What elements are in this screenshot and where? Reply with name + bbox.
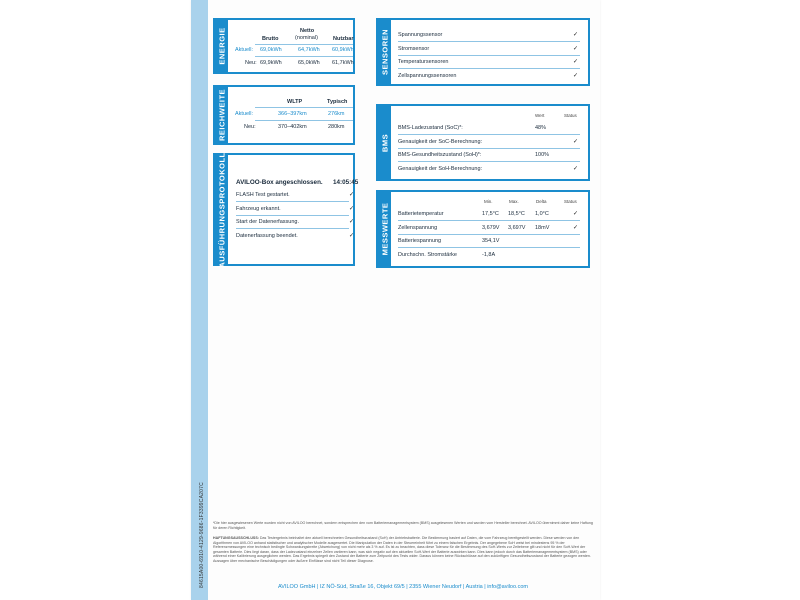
check-icon: ✓ [573,139,579,145]
check-icon: ✓ [573,73,579,79]
disclaimer-title: HAFTUNGSAUSSCHLUSS: [213,536,259,540]
messwerte-row-min: 354,1V [482,238,500,244]
bms-row-label: BMS-Ladezustand (SoC)*: [398,125,463,131]
messwerte-row-max: 3,697V [508,225,526,231]
messwerte-row-label: Batterietemperatur [398,211,444,217]
sensor-item: Spannungssensor [398,32,443,38]
protokoll-item: Datenerfassung beendet. [236,233,298,239]
reichweite-row-neu-typisch: 280km [328,124,345,130]
reichweite-row-neu-wltp: 370–402km [278,124,307,130]
energie-row-aktuell-label: Aktuell: [235,47,254,53]
reichweite-side-label: REICHWEITE [217,88,226,142]
energie-header-nutzbar: Nutzbar [333,36,354,42]
energie-row-aktuell-nutzbar: 60,9kWh [332,47,354,53]
sensor-item: Stromsensor [398,46,430,52]
bms-row-label: Genauigkeit der SoC-Berechnung: [398,139,483,145]
energie-header-brutto: Brutto [262,36,279,42]
bms-row-wert: 100% [535,152,550,158]
protokoll-time: 14:05:45 [333,179,359,186]
check-icon: ✓ [349,192,355,198]
messwerte-header-min: Min. [484,199,493,204]
company-footer: AVILOO GmbH | IZ NÖ-Süd, Straße 16, Objekt 69/5 | 2355 Wiener Neudorf | Austria | info@aviloo.com [278,584,528,590]
energie-header-netto: Netto [300,28,315,34]
messwerte-side-label: MESSWERTE [378,192,391,266]
protokoll-item: Fahrzeug erkannt. [236,206,281,212]
bms-row-label: Genauigkeit der SoH-Berechnung: [398,166,483,172]
bms-side-label: BMS [378,106,391,179]
check-icon: ✓ [573,59,579,65]
messwerte-row-min: 3,679V [482,225,500,231]
messwerte-row-label: Zellenspannung [398,225,438,231]
energie-row-neu-nutzbar: 61,7kWh [332,60,354,66]
messwerte-row-delta: 18mV [535,225,550,231]
check-icon: ✓ [573,46,579,52]
check-icon: ✓ [349,206,355,212]
bms-header-status: Status [564,113,577,118]
reichweite-card [213,85,355,145]
reichweite-header-typisch: Typisch [327,99,348,105]
protokoll-title: AVILOO-Box angeschlossen. [236,179,323,186]
bms-card [376,104,590,181]
energie-card [213,18,355,74]
sensoren-card [376,18,590,86]
messwerte-header-max: Max. [509,199,519,204]
messwerte-header-status: Status [564,199,577,204]
protokoll-side-label: AUSFÜHRUNGSPROTOKOLL [217,151,226,268]
disclaimer-text: Das Testergebnis beinhaltet den aktuell berechneten Gesundheitszustand (SoH) der Antriebsbatterie. Die Bestimmung basiert auf Daten, die vom Fahrzeug bereitgestellt werden. Diese werden von den Algorithmen von AVILOO anhand statistischer und analytischer Modelle ausgewertet. Die Manipulation der Daten in der Steuereinheit führt zu einem falschen Ergebnis. Der angegebene SoH weist bei mindestens 95 % der Referenzmessungen eine technisch bedingte Schwankungsbreite (Abweichung) von nicht mehr als 3 % auf. Es ist zu beachten, dass diese Toleranz für die Bestimmung des SoH-Werts zur Zeitebene gilt und nicht für den SoH-Wert der gesamten Batterie. Dies liegt daran, dass der Ladezustand einzelner Zellen variieren kann, was sich negativ auf den aktuellen SoH-Wert der Batterie auswirken kann. Dies kann jedoch durch das Batteriemanagementsystem (BMS) oder während einer Kalibrierung ausgeglichen werden. Das Ergebnis spiegelt den Zustand der Batterie zum Zeitpunkt des Tests wider. Daraus können keine Rückschlüsse auf den zukünftigen Gesundheitszustand der Batterie gezogen werden. Aussagen über mechanische Beschädigungen oder äußere Einflüsse sind nicht Teil dieser Diagnose. [213,536,591,563]
protokoll-card [213,151,359,268]
energie-header-netto-sub: (nominal) [295,35,318,41]
messwerte-row-label: Batteriespannung [398,238,442,244]
messwerte-card [376,190,590,268]
messwerte-row-min: -1,8A [482,252,496,258]
messwerte-row-min: 17,5°C [482,211,499,217]
energie-row-aktuell-netto: 64,7kWh [298,47,320,53]
energie-side-label: ENERGIE [215,20,228,72]
reichweite-row-neu-label: Neu: [244,124,256,130]
energie-row-neu-brutto: 69,9kWh [260,60,282,66]
check-icon: ✓ [573,211,579,217]
bms-header-wert: Wert [535,113,545,118]
reichweite-row-aktuell-wltp: 366–397km [278,111,307,117]
bms-row-wert: 48% [535,125,547,131]
disclaimer [213,536,593,564]
sensor-item: Zellspannungssensoren [398,73,457,79]
check-icon: ✓ [573,32,579,38]
energie-row-neu-label: Neu: [245,60,257,66]
footnote: *Die hier ausgewiesenen Werte wurden nicht von AVILOO berechnet, sondern entsprechen den vom Batteriemanagementsystem (BMS) ausgelesenen Werten und wurden vom Hersteller berechnet. AVILOO übernimmt daher keine Haftung für deren Richtigkeit. [213,521,593,530]
document-id: 84615A00-6910-4129-9686-1F3399CA207C [199,482,205,588]
reichweite-row-aktuell-label: Aktuell: [235,111,254,117]
energie-row-neu-netto: 65,0kWh [298,60,320,66]
check-icon: ✓ [573,225,579,231]
messwerte-header-delta: Delta [536,199,547,204]
bms-row-label: BMS-Gesundheitszustand (SoH)*: [398,152,482,158]
check-icon: ✓ [349,219,355,225]
messwerte-row-max: 18,5°C [508,211,525,217]
sensor-item: Temperatursensoren [398,59,449,65]
messwerte-row-label: Durchschn. Stromstärke [398,252,457,258]
protokoll-item: FLASH Test gestartet. [236,192,290,198]
reichweite-row-aktuell-typisch: 276km [328,111,345,117]
messwerte-row-delta: 1,0°C [535,211,549,217]
check-icon: ✓ [349,233,355,239]
reichweite-header-wltp: WLTP [287,99,303,105]
sensoren-side-label: SENSOREN [378,20,391,84]
energie-row-aktuell-brutto: 69,0kWh [260,47,282,53]
protokoll-item: Start der Datenerfassung. [236,219,299,225]
check-icon: ✓ [573,166,579,172]
